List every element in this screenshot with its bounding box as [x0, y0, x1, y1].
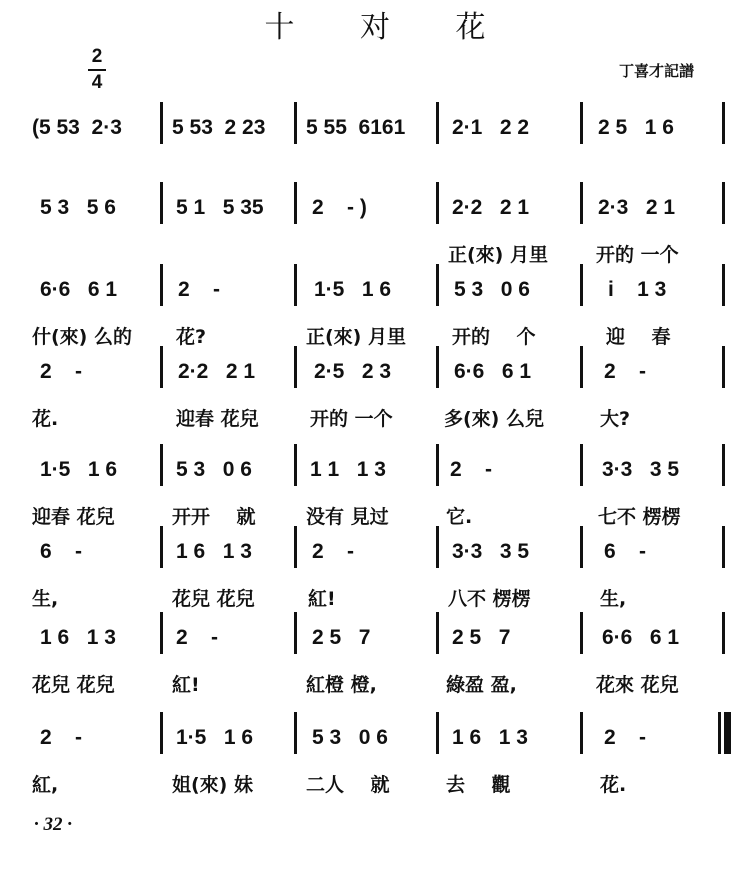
measure-notes: 6 - [40, 540, 83, 563]
lyric-text: 开开 就 [172, 506, 256, 528]
bar-line [436, 182, 439, 224]
bar-line [294, 264, 297, 306]
bar-line [160, 182, 163, 224]
bar-line [580, 182, 583, 224]
bar-line [436, 612, 439, 654]
bar-line [722, 444, 725, 486]
lyric-text: 花兒 花兒 [32, 674, 115, 696]
bar-line [294, 526, 297, 568]
measure-notes: (5 53 2·3 [32, 116, 122, 139]
bar-line [722, 346, 725, 388]
measure-notes: 1·5 1 6 [176, 726, 254, 749]
bar-line [580, 712, 583, 754]
measure-notes: 2 5 7 [452, 626, 511, 649]
measure-notes: 2 - [312, 540, 355, 563]
measure-notes: 6·6 6 1 [454, 360, 532, 383]
bar-line [160, 444, 163, 486]
bar-line [436, 526, 439, 568]
measure-notes: 2 - ) [312, 196, 367, 219]
measure-notes: 5 53 2 23 [172, 116, 266, 139]
measure-notes: 2 - [40, 726, 83, 749]
measure-notes: 2·5 2 3 [314, 360, 392, 383]
time-signature [88, 46, 106, 94]
bar-line [294, 444, 297, 486]
lyric-text: 迎春 花兒 [176, 408, 259, 430]
bar-line [294, 346, 297, 388]
lyric-text: 生, [32, 588, 59, 610]
measure-notes: 2 - [450, 458, 493, 481]
measure-notes: 2·1 2 2 [452, 116, 530, 139]
lyric-text: 开的 一个 [596, 244, 679, 266]
measure-notes: 1 1 1 3 [310, 458, 386, 481]
bar-line [436, 712, 439, 754]
bar-line [722, 612, 725, 654]
bar-line [436, 346, 439, 388]
measure-notes: 1 6 1 3 [176, 540, 252, 563]
lyric-text: 綠盈 盈, [446, 674, 517, 696]
time-signature-top: 2 [91, 46, 103, 67]
bar-line [580, 346, 583, 388]
lyric-text: 紅! [308, 588, 336, 610]
lyric-text: 多(來) 么兒 [444, 408, 544, 430]
measure-notes: 2·2 2 1 [452, 196, 530, 219]
bar-line [722, 264, 725, 306]
measure-notes: 2·2 2 1 [178, 360, 256, 383]
bar-line [722, 102, 725, 144]
measure-notes: 2 5 7 [312, 626, 371, 649]
measure-notes: 2 - [604, 726, 647, 749]
lyric-text: 正(來) 月里 [306, 326, 406, 348]
measure-notes: 2·3 2 1 [598, 196, 676, 219]
lyric-text: 七不 楞楞 [598, 506, 681, 528]
final-bar-thin [718, 712, 721, 754]
bar-line [294, 712, 297, 754]
measure-notes: 3·3 3 5 [602, 458, 680, 481]
measure-notes: 5 55 6161 [306, 116, 406, 139]
song-title: 十 对 花 [264, 10, 514, 45]
measure-notes: 6 - [604, 540, 647, 563]
lyric-text: 花來 花兒 [596, 674, 679, 696]
bar-line [160, 264, 163, 306]
lyric-text: 二人 就 [306, 774, 390, 796]
bar-line [436, 264, 439, 306]
bar-line [722, 182, 725, 224]
lyric-text: 开的 一个 [310, 408, 393, 430]
page-number: · 32 · [34, 814, 72, 835]
bar-line [580, 102, 583, 144]
lyric-text: 什(來) 么的 [32, 326, 132, 348]
bar-line [436, 444, 439, 486]
bar-line [436, 102, 439, 144]
measure-notes: 2 - [40, 360, 83, 383]
measure-notes: 1 6 1 3 [452, 726, 528, 749]
time-signature-bottom: 4 [91, 72, 103, 93]
bar-line [160, 346, 163, 388]
lyric-text: 花. [32, 408, 59, 430]
lyric-text: 紅, [32, 774, 59, 796]
lyric-text: 花? [176, 326, 207, 348]
measure-notes: i 1 3 [608, 278, 667, 301]
lyric-text: 花. [600, 774, 627, 796]
final-bar-thick [724, 712, 731, 754]
lyric-text: 开的 个 [452, 326, 536, 348]
bar-line [294, 182, 297, 224]
bar-line [580, 444, 583, 486]
bar-line [722, 526, 725, 568]
measure-notes: 5 3 0 6 [312, 726, 388, 749]
measure-notes: 5 3 0 6 [176, 458, 252, 481]
bar-line [160, 102, 163, 144]
measure-notes: 1·5 1 6 [314, 278, 392, 301]
measure-notes: 5 1 5 35 [176, 196, 264, 219]
lyric-text: 迎 春 [606, 326, 671, 348]
lyric-text: 没有 見过 [306, 506, 389, 528]
bar-line [580, 612, 583, 654]
measure-notes: 3·3 3 5 [452, 540, 530, 563]
lyric-text: 它. [446, 506, 473, 528]
measure-notes: 6·6 6 1 [602, 626, 680, 649]
lyric-text: 生, [600, 588, 627, 610]
measure-notes: 1 6 1 3 [40, 626, 116, 649]
measure-notes: 5 3 5 6 [40, 196, 116, 219]
lyric-text: 大? [600, 408, 631, 430]
measure-notes: 5 3 0 6 [454, 278, 530, 301]
measure-notes: 6·6 6 1 [40, 278, 118, 301]
bar-line [294, 102, 297, 144]
lyric-text: 紅! [172, 674, 200, 696]
measure-notes: 2 5 1 6 [598, 116, 674, 139]
measure-notes: 2 - [604, 360, 647, 383]
bar-line [160, 712, 163, 754]
lyric-text: 迎春 花兒 [32, 506, 115, 528]
bar-line [580, 526, 583, 568]
bar-line [580, 264, 583, 306]
lyric-text: 正(來) 月里 [448, 244, 548, 266]
lyric-text: 花兒 花兒 [172, 588, 255, 610]
measure-notes: 2 - [178, 278, 221, 301]
transcriber-credit: 丁喜才記譜 [618, 62, 694, 80]
measure-notes: 1·5 1 6 [40, 458, 118, 481]
lyric-text: 八不 楞楞 [448, 588, 531, 610]
bar-line [160, 612, 163, 654]
bar-line [160, 526, 163, 568]
time-signature-line [88, 69, 106, 71]
measure-notes: 2 - [176, 626, 219, 649]
lyric-text: 紅橙 橙, [306, 674, 377, 696]
lyric-text: 姐(來) 妹 [172, 774, 253, 796]
bar-line [294, 612, 297, 654]
lyric-text: 去 觀 [446, 774, 511, 796]
